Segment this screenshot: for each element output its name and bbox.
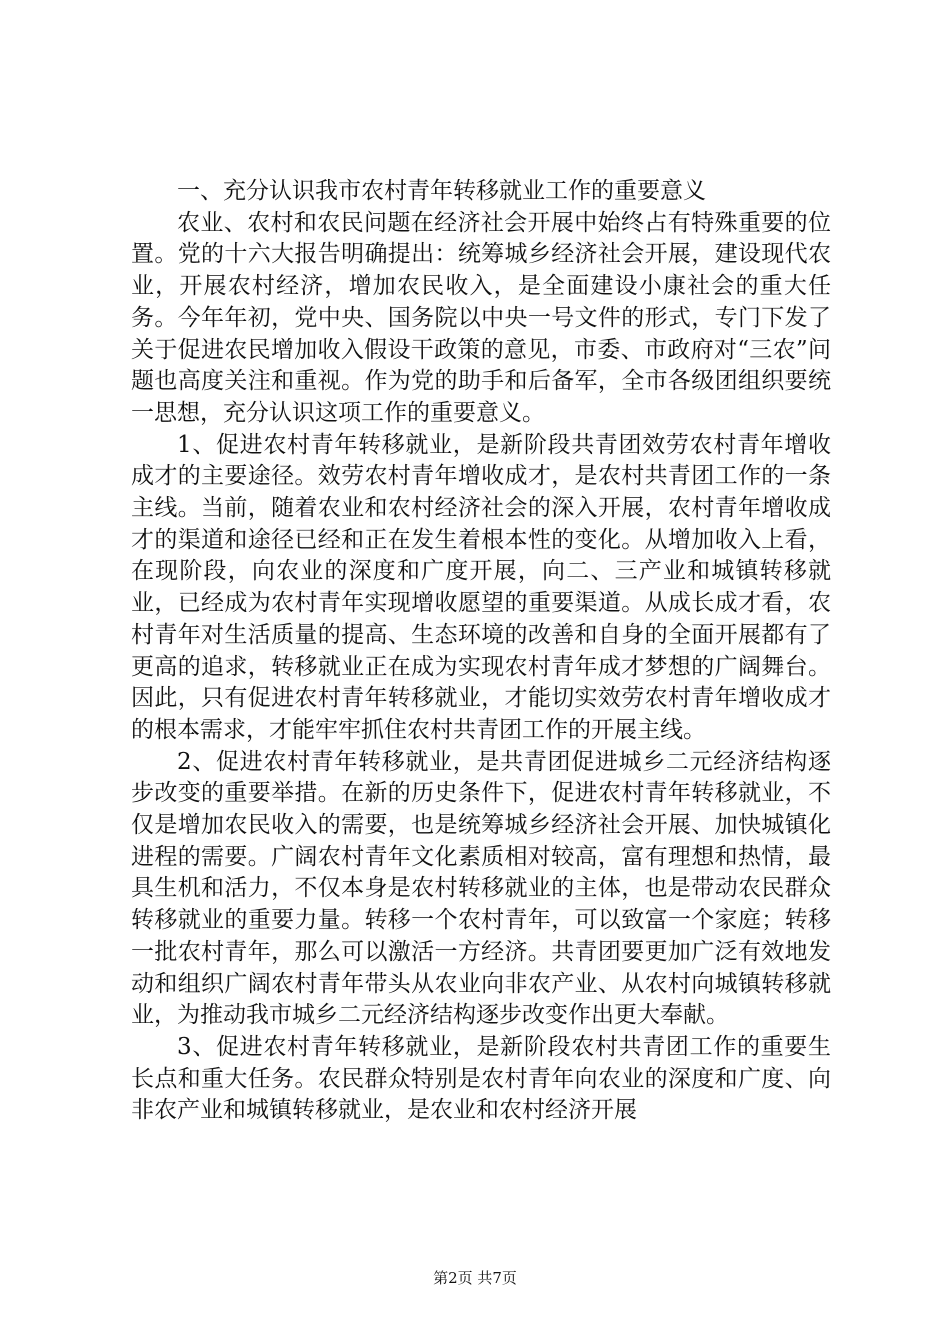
section-title: 一、充分认识我市农村青年转移就业工作的重要意义 [177, 178, 706, 204]
paragraph-intro: 农业、农村和农民问题在经济社会开展中始终占有特殊重要的位置。党的十六大报告明确提出：统筹城乡经济社会开展，建设现代农业，开展农村经济，增加农民收入，是全面建设小康社会的重大任务。今年年初，党中央、国务院以中央一号文件的形式，专门下发了关于促进农民增加收入假设干政策的意见，市委、市政府对“三农”问题也高度关注和重视。作为党的助手和后备军，全市各级团组织要统一思想，充分认识这项工作的重要意义。 [131, 209, 831, 426]
document-body [131, 176, 831, 1127]
paragraph-point-1: 1、促进农村青年转移就业，是新阶段共青团效劳农村青年增收成才的主要途径。效劳农村青年增收成才，是农村共青团工作的一条主线。当前，随着农业和农村经济社会的深入开展，农村青年增收成才的渠道和途径已经和正在发生着根本性的变化。从增加收入上看，在现阶段，向农业的深度和广度开展，向二、三产业和城镇转移就业，已经成为农村青年实现增收愿望的重要渠道。从成长成才看，农村青年对生活质量的提高、生态环境的改善和自身的全面开展都有了更高的追求，转移就业正在成为实现农村青年成才梦想的广阔舞台。因此，只有促进农村青年转移就业，才能切实效劳农村青年增收成才的根本需求，才能牢牢抓住农村共青团工作的开展主线。 [131, 431, 831, 743]
paragraph-point-2: 2、促进农村青年转移就业，是共青团促进城乡二元经济结构逐步改变的重要举措。在新的历史条件下，促进农村青年转移就业，不仅是增加农民收入的需要，也是统筹城乡经济社会开展、加快城镇化进程的需要。广阔农村青年文化素质相对较高，富有理想和热情，最具生机和活力，不仅本身是农村转移就业的主体，也是带动农民群众转移就业的重要力量。转移一个农村青年，可以致富一个家庭；转移一批农村青年，那么可以激活一方经济。共青团要更加广泛有效地发动和组织广阔农村青年带头从农业向非农产业、从农村向城镇转移就业，为推动我市城乡二元经济结构逐步改变作出更大奉献。 [131, 748, 831, 1029]
page-number-footer: 第2页 共7页 [433, 1269, 517, 1287]
paragraph-point-3: 3、促进农村青年转移就业，是新阶段农村共青团工作的重要生长点和重大任务。农民群众特别是农村青年向农业的深度和广度、向非农产业和城镇转移就业，是农业和农村经济开展 [131, 1033, 831, 1124]
